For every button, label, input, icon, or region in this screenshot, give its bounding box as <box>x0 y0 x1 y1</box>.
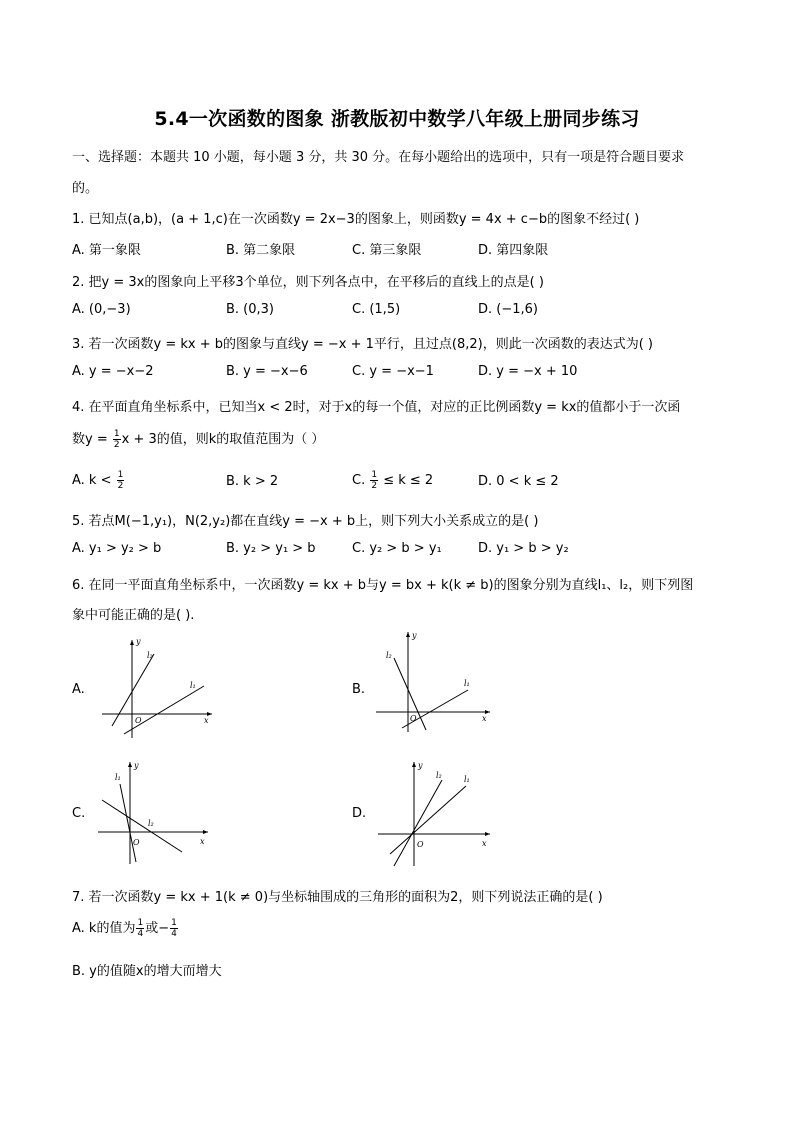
q6-graph-c-l2: l₂ <box>148 819 154 828</box>
q2-option-d[interactable]: D. (−1,6) <box>478 302 538 317</box>
q4-option-a-frac-num: 1 <box>117 470 124 480</box>
q3-option-d[interactable]: D. y = −x + 10 <box>478 364 578 379</box>
q5-option-c[interactable]: C. y₂ > b > y₁ <box>352 541 442 556</box>
q7-stem: 7. 若一次函数y = kx + 1(k ≠ 0)与坐标轴围成的三角形的面积为2，则下列说法正确的是( ) <box>72 890 603 905</box>
q6-graph-b-x-label: x <box>482 714 487 723</box>
q6-graph-d-y-label: y <box>418 761 423 770</box>
q6-graph-c-x-label: x <box>200 837 205 846</box>
q6-graph-c-origin: O <box>133 838 140 847</box>
q6-stem-line1: 6. 在同一平面直角坐标系中，一次函数y = kx + b与y = bx + k(k ≠ b)的图象分别为直线l₁、l₂，则下列图 <box>72 578 694 593</box>
q4-option-c-frac-den: 2 <box>371 481 378 491</box>
q6-graph-b-y-label: y <box>412 631 417 640</box>
q6-graph-c-svg <box>96 758 216 870</box>
q6-option-a-label[interactable]: A. <box>72 682 85 697</box>
q1-option-c[interactable]: C. 第三象限 <box>352 243 422 258</box>
q2-option-a[interactable]: A. (0,−3) <box>72 302 131 317</box>
q4-option-d[interactable]: D. 0 < k ≤ 2 <box>478 474 559 489</box>
q7-option-a-frac2-den: 4 <box>171 929 177 939</box>
q7-option-a-pre: A. k的值为 <box>72 921 136 936</box>
q1-stem: 1. 已知点(a,b)，(a + 1,c)在一次函数y = 2x−3的图象上，则函数y = 4x + c−b的图象不经过( ) <box>72 212 640 227</box>
q2-option-b[interactable]: B. (0,3) <box>226 302 275 317</box>
q7-option-b[interactable]: B. y的值随x的增大而增大 <box>72 964 222 979</box>
q4-option-c-fraction <box>370 470 378 491</box>
q6-graph-d-l1: l₁ <box>464 775 470 784</box>
q6-graph-a-l1: l₁ <box>190 681 196 690</box>
q6-graph-c-y-label: y <box>134 761 139 770</box>
q4-option-c-frac-num: 1 <box>371 470 378 480</box>
q6-graph-d-x-label: x <box>482 839 487 848</box>
q6-graph-b-l2: l₂ <box>386 651 392 660</box>
q6-option-d-label[interactable]: D. <box>352 806 367 821</box>
q7-option-a-fraction-1 <box>136 918 144 939</box>
q4-stem-line1: 4. 在平面直角坐标系中，已知当x < 2时，对于x的每一个值，对应的正比例函数y = kx的值都小于一次函 <box>72 400 681 415</box>
q5-option-b[interactable]: B. y₂ > y₁ > b <box>226 541 316 556</box>
q5-option-d[interactable]: D. y₁ > b > y₂ <box>478 541 569 556</box>
q3-option-b[interactable]: B. y = −x−6 <box>226 364 308 379</box>
q6-graph-a-l2: l₂ <box>147 651 153 660</box>
q7-option-a-frac1-den: 4 <box>137 929 144 939</box>
q6-graph-b-svg <box>374 628 496 740</box>
q6-graph-c-l1: l₁ <box>115 773 121 782</box>
q6-graph-b[interactable] <box>374 628 496 740</box>
q7-option-a-fraction-2 <box>170 918 178 939</box>
q4-option-a-fraction <box>117 470 125 491</box>
q6-graph-a-x-label: x <box>204 716 209 725</box>
q7-option-a-frac1-num: 1 <box>137 918 144 928</box>
q6-graph-d-l2: l₂ <box>436 771 442 780</box>
q4-stem-line2 <box>72 428 324 450</box>
q4-stem-fraction <box>113 429 121 450</box>
q6-graph-a-origin: O <box>135 716 142 725</box>
q6-graph-d[interactable] <box>376 758 496 870</box>
q6-stem-line2: 象中可能正确的是( ). <box>72 608 195 623</box>
q4-option-b[interactable]: B. k > 2 <box>226 474 279 489</box>
q6-graph-a-svg <box>100 634 220 744</box>
section-instructions-line2: 的。 <box>72 181 99 196</box>
q4-option-a-pre: A. k < <box>72 473 116 488</box>
q3-option-a[interactable]: A. y = −x−2 <box>72 364 154 379</box>
q4-stem-frac-num: 1 <box>113 429 120 439</box>
q1-option-b[interactable]: B. 第二象限 <box>226 243 296 258</box>
q5-option-a[interactable]: A. y₁ > y₂ > b <box>72 541 162 556</box>
q6-graph-b-origin: O <box>410 714 417 723</box>
q4-stem-line2-pre: 数y = <box>72 432 112 447</box>
q5-stem: 5. 若点M(−1,y₁)，N(2,y₂)都在直线y = −x + b上，则下列大小关系成立的是( ) <box>72 514 539 529</box>
q6-graph-c[interactable] <box>96 758 216 870</box>
q6-graph-b-l1: l₁ <box>464 679 470 688</box>
q3-option-c[interactable]: C. y = −x−1 <box>352 364 434 379</box>
q6-graph-a[interactable] <box>100 634 220 744</box>
q4-option-a[interactable] <box>72 470 125 491</box>
q2-option-c[interactable]: C. (1,5) <box>352 302 401 317</box>
q4-stem-line2-post: x + 3的值，则k的取值范围为（ ） <box>121 432 325 447</box>
q2-stem: 2. 把y = 3x的图象向上平移3个单位，则下列各点中，在平移后的直线上的点是( ) <box>72 275 544 290</box>
q4-option-c-post: ≤ k ≤ 2 <box>379 473 434 488</box>
q7-option-a-mid: 或− <box>145 921 170 936</box>
q6-option-c-label[interactable]: C. <box>72 806 86 821</box>
q6-graph-d-origin: O <box>417 840 424 849</box>
section-instructions-line1: 一、选择题：本题共 10 小题，每小题 3 分，共 30 分。在每小题给出的选项中，只有一项是符合题目要求 <box>72 150 685 165</box>
q6-option-b-label[interactable]: B. <box>352 682 366 697</box>
q1-option-a[interactable]: A. 第一象限 <box>72 243 141 258</box>
q7-option-a-frac2-num: 1 <box>171 918 177 928</box>
q6-graph-a-y-label: y <box>136 637 141 646</box>
q4-stem-frac-den: 2 <box>113 440 120 450</box>
q4-option-a-frac-den: 2 <box>117 481 124 491</box>
q4-option-c-pre: C. <box>352 473 370 488</box>
page-title: 5.4一次函数的图象 浙教版初中数学八年级上册同步练习 <box>154 108 640 130</box>
q4-option-c[interactable] <box>352 470 433 491</box>
q6-graph-d-svg <box>376 758 496 870</box>
q3-stem: 3. 若一次函数y = kx + b的图象与直线y = −x + 1平行，且过点(8,2)，则此一次函数的表达式为( ) <box>72 337 653 352</box>
q1-option-d[interactable]: D. 第四象限 <box>478 243 549 258</box>
q7-option-a[interactable] <box>72 917 179 939</box>
